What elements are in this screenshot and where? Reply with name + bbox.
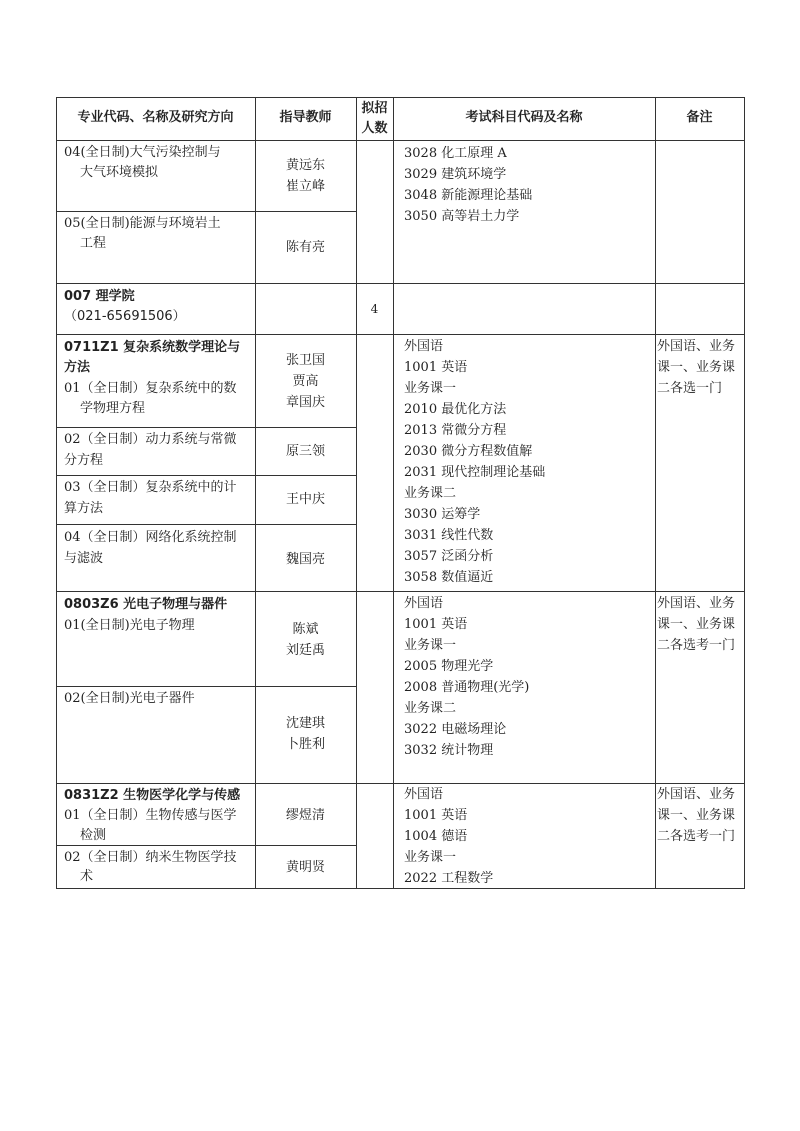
exam-item: 3031 线性代数 — [404, 528, 494, 543]
header-quota — [356, 99, 393, 139]
advisor-name: 刘廷禹 — [285, 643, 325, 658]
note-line: 课一、业务课 — [657, 617, 736, 632]
exam-item: 外国语 — [404, 339, 444, 354]
math-major-line1: 0711Z1 复杂系统数学理论与 — [64, 340, 241, 355]
header-quota-line2: 人数 — [361, 121, 388, 136]
exam-item: 1004 德语 — [404, 829, 468, 844]
env-exam-list — [404, 143, 532, 227]
note-line: 外国语、业务 — [657, 787, 736, 802]
note-line: 二各选考一门 — [657, 638, 736, 653]
advisor-name: 卜胜利 — [285, 737, 325, 752]
opto-major: 0803Z6 光电子物理与器件 — [64, 597, 228, 612]
math-d02-advisor: 原三领 — [285, 444, 325, 459]
math-d02-line1: 02（全日制）动力系统与常微 — [64, 432, 237, 447]
math-d01-line2: 学物理方程 — [80, 401, 146, 416]
exam-item: 2013 常微分方程 — [404, 423, 507, 438]
exam-item: 2022 工程数学 — [404, 871, 494, 886]
exam-item: 业务课一 — [404, 850, 457, 865]
note-line: 二各选一门 — [657, 381, 723, 396]
note-line: 课一、业务课 — [657, 808, 736, 823]
advisor-name: 陈斌 — [292, 622, 319, 637]
advisor-name: 张卫国 — [285, 353, 325, 368]
math-exam-list — [404, 336, 545, 588]
exam-item: 3032 统计物理 — [404, 743, 494, 758]
exam-item: 业务课一 — [404, 638, 457, 653]
bio-d02-line2: 术 — [80, 869, 94, 884]
env-d04-advisor-1: 黄远东 — [285, 158, 325, 173]
exam-item: 1001 英语 — [404, 808, 468, 823]
exam-item: 外国语 — [404, 596, 444, 611]
bio-d02-advisor: 黄明贤 — [285, 860, 325, 875]
math-major-line2: 方法 — [64, 360, 91, 375]
exam-item: 1001 英语 — [404, 617, 468, 632]
math-d04-advisor: 魏国亮 — [285, 552, 325, 567]
math-notes — [657, 336, 735, 399]
opto-d01-advisors — [255, 619, 356, 661]
math-d04-line2: 与滤波 — [64, 551, 104, 566]
header-major: 专业代码、名称及研究方向 — [77, 110, 234, 125]
exam-item: 3058 数值逼近 — [404, 570, 494, 585]
header-exam: 考试科目代码及名称 — [465, 110, 583, 125]
bio-d02-line1: 02（全日制）纳米生物医学技 — [64, 850, 237, 865]
note-line: 课一、业务课 — [657, 360, 736, 375]
note-line: 二各选考一门 — [657, 829, 736, 844]
exam-item: 2005 物理光学 — [404, 659, 494, 674]
bio-d01-line2: 检测 — [80, 828, 107, 843]
school-quota: 4 — [370, 302, 379, 316]
advisor-name: 章国庆 — [285, 395, 325, 410]
opto-direction-02: 02(全日制)光电子器件 — [64, 691, 195, 706]
opto-direction-01: 01(全日制)光电子物理 — [64, 618, 195, 633]
bio-d01-line1: 01（全日制）生物传感与医学 — [64, 808, 237, 823]
opto-d02-advisors — [255, 713, 356, 755]
env-d04-line1: 04(全日制)大气污染控制与 — [64, 145, 221, 160]
bio-d01-advisor: 缪煜清 — [285, 808, 325, 823]
school-name: 007 理学院 — [64, 289, 135, 304]
exam-item: 业务课二 — [404, 701, 457, 716]
header-quota-line1: 拟招 — [361, 101, 388, 116]
exam-item: 3022 电磁场理论 — [404, 722, 507, 737]
env-d05-advisor: 陈有亮 — [285, 240, 325, 255]
exam-item: 3028 化工原理 A — [404, 146, 507, 161]
opto-exam-list — [404, 593, 529, 761]
exam-item: 2008 普通物理(光学) — [404, 680, 530, 695]
opto-notes — [657, 593, 735, 656]
exam-item: 3057 泛函分析 — [404, 549, 494, 564]
math-d01-line1: 01（全日制）复杂系统中的数 — [64, 381, 237, 396]
exam-item: 外国语 — [404, 787, 444, 802]
env-d04-advisor-2: 崔立峰 — [285, 179, 325, 194]
math-d03-line1: 03（全日制）复杂系统中的计 — [64, 480, 237, 495]
exam-item: 2030 微分方程数值解 — [404, 444, 533, 459]
exam-item: 3029 建筑环境学 — [404, 167, 507, 182]
advisor-name: 沈建琪 — [285, 716, 325, 731]
advisor-name: 贾高 — [292, 374, 319, 389]
math-d02-line2: 分方程 — [64, 453, 104, 468]
exam-item: 1001 英语 — [404, 360, 468, 375]
math-d03-advisor: 王中庆 — [285, 492, 325, 507]
env-d05-line1: 05(全日制)能源与环境岩土 — [64, 216, 221, 231]
note-line: 外国语、业务 — [657, 339, 736, 354]
school-phone: （021-65691506） — [64, 309, 186, 324]
env-d04-line2: 大气环境模拟 — [80, 165, 159, 180]
exam-item: 3030 运筹学 — [404, 507, 481, 522]
bio-major: 0831Z2 生物医学化学与传感 — [64, 788, 241, 803]
exam-item: 3048 新能源理论基础 — [404, 188, 533, 203]
exam-item: 业务课一 — [404, 381, 457, 396]
math-d01-advisors — [255, 350, 356, 413]
math-d03-line2: 算方法 — [64, 501, 104, 516]
exam-item: 业务课二 — [404, 486, 457, 501]
header-advisor: 指导教师 — [279, 110, 332, 125]
header-notes: 备注 — [686, 110, 713, 125]
math-d04-line1: 04（全日制）网络化系统控制 — [64, 530, 237, 545]
exam-item: 2010 最优化方法 — [404, 402, 507, 417]
env-d05-line2: 工程 — [80, 236, 107, 251]
exam-item: 2031 现代控制理论基础 — [404, 465, 546, 480]
note-line: 外国语、业务 — [657, 596, 736, 611]
bio-notes — [657, 784, 735, 847]
exam-item: 3050 高等岩土力学 — [404, 209, 520, 224]
bio-exam-list — [404, 784, 493, 889]
